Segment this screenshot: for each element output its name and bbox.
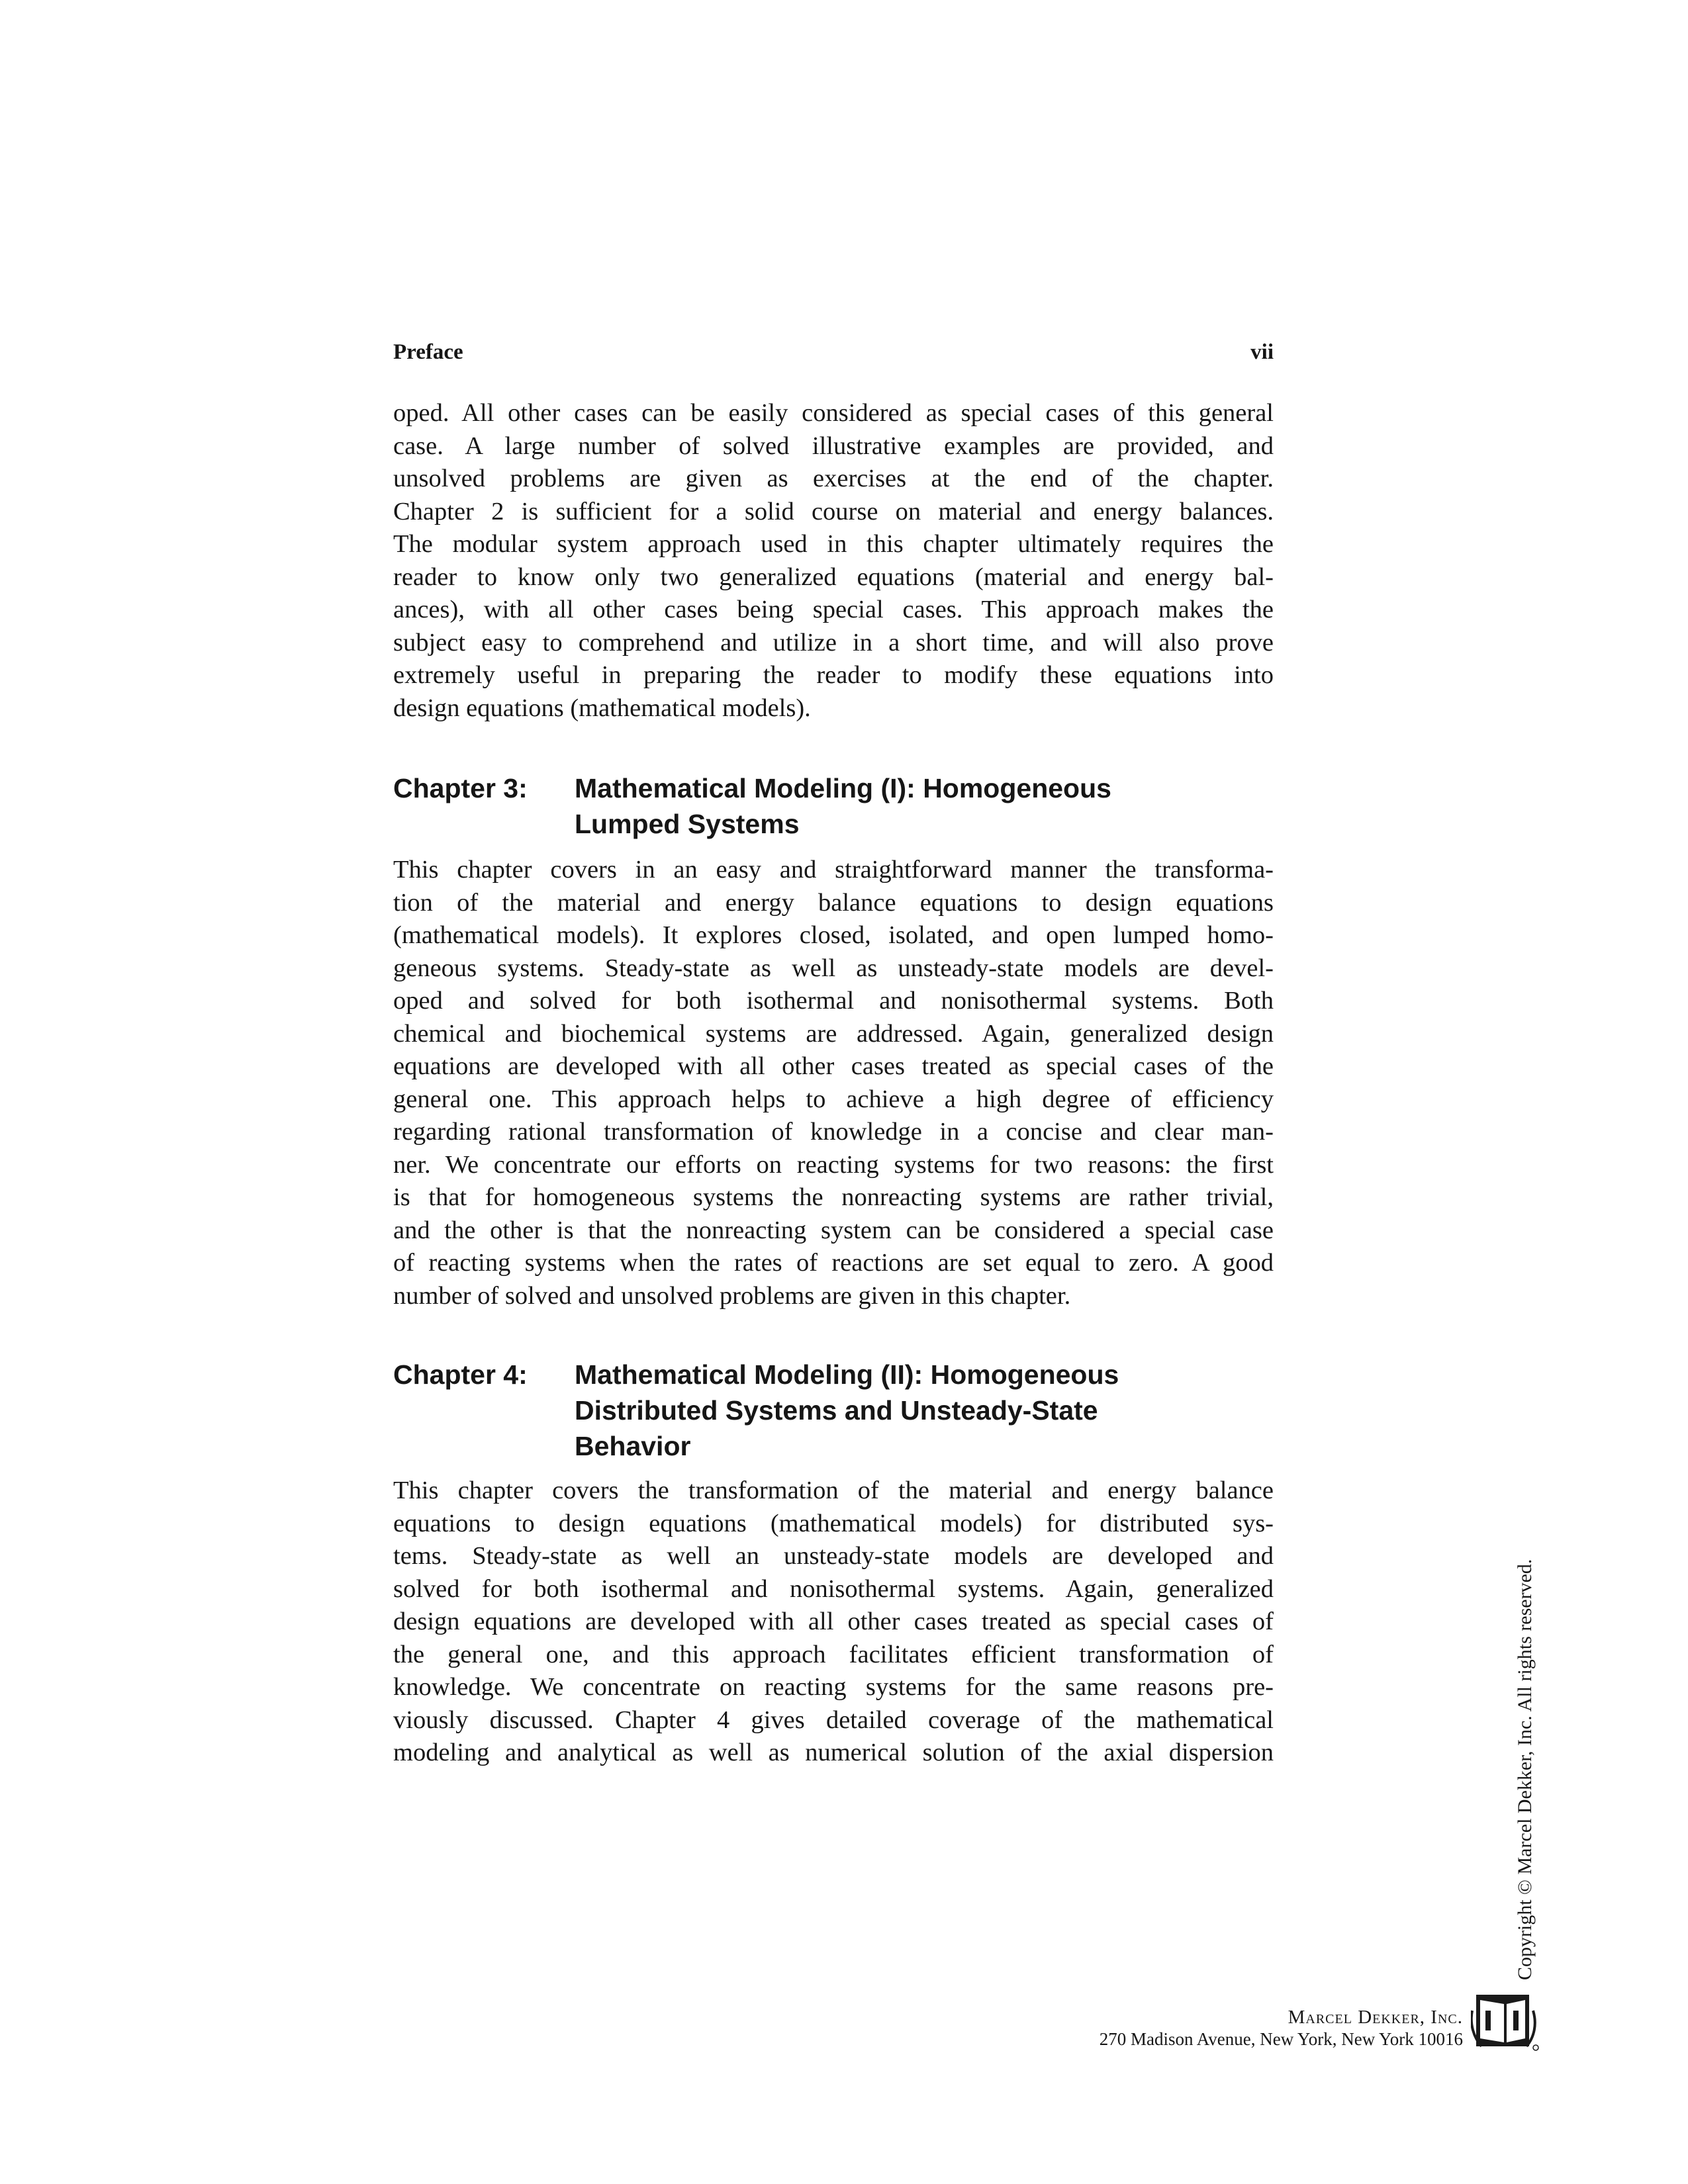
chapter-title-line: Mathematical Modeling (II): Homogeneous [575,1359,1119,1390]
text-line: and the other is that the nonreacting system can be considered a special case [393,1216,1274,1244]
text-line: general one. This approach helps to achieve a high degree of efficiency [393,1085,1274,1113]
text-line: solved for both isothermal and nonisothermal systems. Again, generalized [393,1574,1274,1603]
text-line: equations are developed with all other cases treated as special cases of the [393,1052,1274,1080]
text-line: viously discussed. Chapter 4 gives detailed coverage of the mathematical [393,1706,1274,1734]
publisher-address: 270 Madison Avenue, New York, New York 10016 [1099,2029,1463,2049]
text-line: ner. We concentrate our efforts on reacting systems for two reasons: the first [393,1150,1274,1179]
chapter-title-line: Mathematical Modeling (I): Homogeneous [575,773,1111,803]
chapter-3-description [393,854,1274,1312]
text-line: chemical and biochemical systems are addressed. Again, generalized design [393,1019,1274,1048]
text-line: number of solved and unsolved problems are given in this chapter. [393,1281,1071,1310]
marcel-dekker-logo-icon [1471,1991,1540,2052]
text-line: case. A large number of solved illustrative examples are provided, and [393,432,1274,460]
text-line: modeling and analytical as well as numerical solution of the axial dispersion [393,1739,1274,1766]
chapter-title-line: Lumped Systems [575,809,800,839]
page-number: vii [1250,340,1274,364]
text-line: reader to know only two generalized equations (material and energy bal- [393,563,1274,591]
text-line: tems. Steady-state as well an unsteady-state models are developed and [393,1542,1274,1570]
text-line: unsolved problems are given as exercises at the end of the chapter. [393,465,1274,492]
running-head [393,339,1274,365]
text-line: tion of the material and energy balance equations to design equations [393,888,1274,917]
text-line: regarding rational transformation of knowledge in a concise and clear man- [393,1118,1274,1146]
text-line: knowledge. We concentrate on reacting systems for the same reasons pre- [393,1673,1274,1701]
chapter-title-line: Distributed Systems and Unsteady-State [575,1395,1098,1426]
text-line: equations to design equations (mathematical models) for distributed sys- [393,1509,1274,1537]
publisher-imprint [1100,2007,1463,2050]
text-line: The modular system approach used in this chapter ultimately requires the [393,530,1274,558]
text-line: geneous systems. Steady-state as well as unsteady-state models are devel- [393,954,1274,982]
text-line: ances), with all other cases being special cases. This approach makes the [393,596,1274,623]
text-line: design equations are developed with all other cases treated as special cases of [393,1608,1274,1635]
text-line: Chapter 2 is sufficient for a solid course on material and energy balances. [393,497,1274,525]
text-line: oped and solved for both isothermal and nonisothermal systems. Both [393,987,1274,1015]
copyright-notice: Copyright © Marcel Dekker, Inc. All rights reserved. [1514,1559,1536,1980]
chapter-title-line: Behavior [575,1431,691,1461]
text-line: the general one, and this approach facilitates efficient transformation of [393,1640,1274,1668]
chapter-3-title [575,770,1237,842]
publisher-name: Marcel Dekker, Inc. [1288,2007,1463,2028]
text-line: This chapter covers in an easy and straightforward manner the transforma- [393,856,1274,884]
running-head-title: Preface [393,340,463,364]
text-line: subject easy to comprehend and utilize in a short time, and will also prove [393,628,1274,657]
text-line: design equations (mathematical models). [393,694,811,722]
paragraph-intro [393,397,1274,725]
text-line: of reacting systems when the rates of reactions are set equal to zero. A good [393,1249,1274,1277]
text-line: is that for homogeneous systems the nonreacting systems are rather trivial, [393,1183,1274,1211]
chapter-4-title [575,1357,1237,1464]
chapter-4-label: Chapter 4: [393,1359,528,1390]
chapter-3-label: Chapter 3: [393,773,528,803]
chapter-4-description [393,1475,1274,1770]
text-line: oped. All other cases can be easily considered as special cases of this general [393,399,1274,427]
text-line: extremely useful in preparing the reader to modify these equations into [393,661,1274,689]
text-line: This chapter covers the transformation of the material and energy balance [393,1477,1274,1504]
text-line: (mathematical models). It explores closed, isolated, and open lumped homo- [393,921,1274,949]
